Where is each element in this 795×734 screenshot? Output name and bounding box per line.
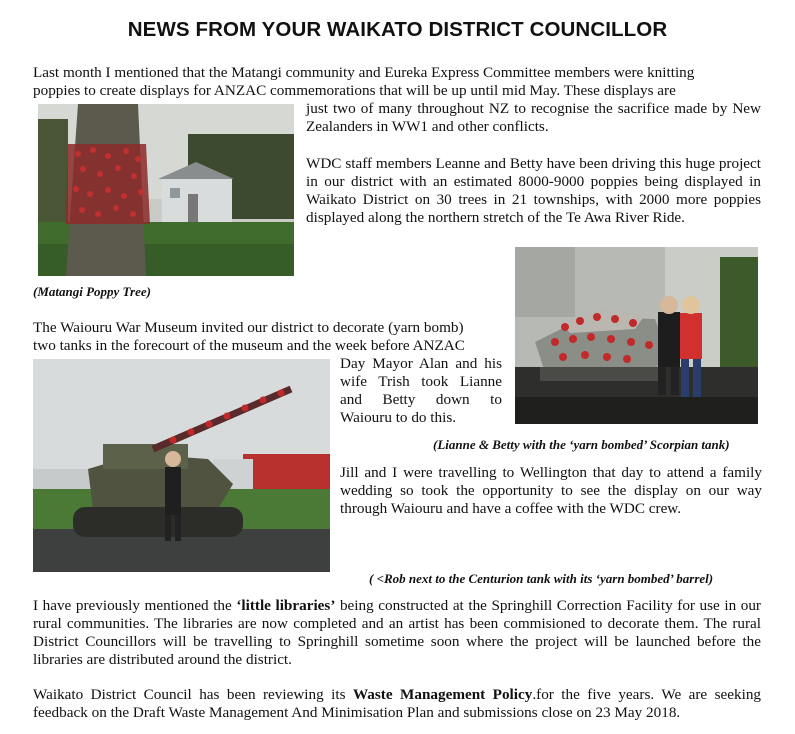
museum-paragraph-line-1: The Waiouru War Museum invited our district to decorate (yarn bomb) (33, 319, 464, 336)
waste-text-after: .for the five years. We are seeking feedback on the Draft Waste Management And Minimisation Plan and submissions close on 23 May 2018. (33, 686, 762, 721)
waste-policy-paragraph (33, 686, 761, 722)
matangi-caption: (Matangi Poppy Tree) (33, 284, 151, 299)
scorpion-tank-photo (515, 247, 758, 424)
matangi-poppy-tree-photo (38, 104, 294, 276)
museum-paragraph-wrap: Day Mayor Alan and his wife Trish took Lianne and Betty down to Waiouru to do this. (340, 355, 502, 426)
page-title: NEWS FROM YOUR WAIKATO DISTRICT COUNCILLOR (127, 18, 668, 41)
intro-line-1: Last month I mentioned that the Matangi community and Eureka Express Committee members were knitting (33, 64, 695, 81)
centurion-tank-photo (33, 359, 330, 572)
museum-paragraph-line-2: two tanks in the forecourt of the museum and the week before ANZAC (33, 337, 465, 354)
little-libraries-paragraph (33, 597, 761, 669)
libraries-text-after: being constructed at the Springhill Correction Facility for use in our rural communities. The libraries are now completed and an artist has been commisioned to decorate them. The rural District Councillors will be travelling to Springhill sometime soon where the project will be launched before the libraries are distributed around the district. (33, 597, 761, 668)
intro-line-2: poppies to create displays for ANZAC commemorations that will be up until mid May. These displays are (33, 82, 676, 99)
waste-text-before: Waikato District Council has been reviewing its (33, 686, 353, 703)
waste-emphasis: Waste Management Policy (352, 686, 533, 703)
scorpion-caption: (Lianne & Betty with the ‘yarn bombed’ Scorpian tank) (433, 437, 730, 452)
centurion-caption: ( <Rob next to the Centurion tank with its ‘yarn bombed’ barrel) (369, 571, 714, 586)
libraries-emphasis: ‘little libraries’ (236, 597, 336, 614)
wedding-trip-paragraph: Jill and I were travelling to Wellington that day to attend a family wedding so took the opportunity to see the display on our way through Waiouru and have a coffee with the WDC crew. (340, 464, 762, 517)
poppy-project-paragraph: WDC staff members Leanne and Betty have been driving this huge project in our district with an estimated 8000-9000 poppies being displayed in Waikato District on 30 trees in 21 townships, with 2000 more poppies displayed along the northern stretch of the Te Awa River Ride. (306, 155, 761, 226)
libraries-text-before: I have previously mentioned the (33, 597, 237, 614)
intro-paragraph-wrap: just two of many throughout NZ to recognise the sacrifice made by New Zealanders in WW1 and other conflicts. (306, 100, 761, 135)
